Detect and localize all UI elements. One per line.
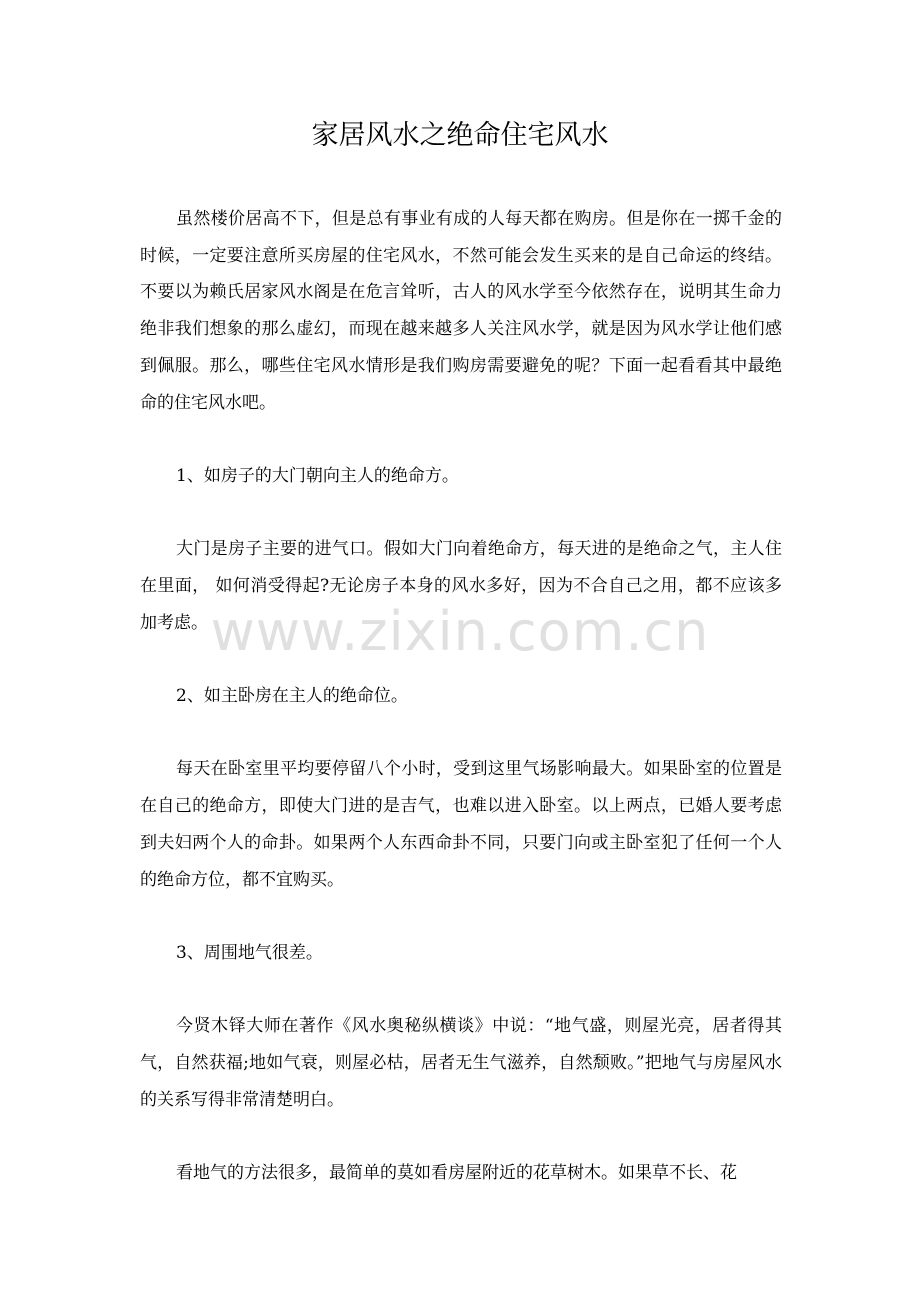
paragraph-item-2: 每天在卧室里平均要停留八个小时，受到这里气场影响最大。如果卧室的位置是在自己的绝命方，即使大门进的是吉气，也难以进入卧室。以上两点，已婚人要考虑到夫妇两个人的命卦。如果两个人东西命卦不同，只要门向或主卧室犯了任何一个人的绝命方位，都不宜购买。 [140,759,782,890]
watermark-text: www.zixin.com.cn [210,600,710,663]
paragraph-intro: 虽然楼价居高不下，但是总有事业有成的人每天都在购房。但是你在一掷千金的时候，一定要注意所买房屋的住宅风水，不然可能会发生买来的是自己命运的终结。不要以为赖氏居家风水阁是在危言耸听，古人的风水学至今依然存在，说明其生命力绝非我们想象的那么虚幻，而现在越来越多人关注风水学，就是因为风水学让他们感到佩服。那么，哪些住宅风水情形是我们购房需要避免的呢？下面一起看看其中最绝命的住宅风水吧。 [140,209,782,413]
document-body [140,201,782,1192]
paragraph-gap [140,715,782,752]
heading-item-1: 1、如房子的大门朝向主人的绝命方。 [176,465,459,486]
paragraph-item-1: 大门是房子主要的进气口。假如大门向着绝命方，每天进的是绝命之气，主人住在里面， 如何消受得起?无论房子本身的风水多好，因为不合自己之用，都不应该多加考虑。 [140,539,782,633]
paragraph-gap [140,1118,782,1155]
paragraph-gap [140,641,782,678]
paragraph-gap [140,972,782,1009]
paragraph-gap [140,495,782,532]
heading-item-2: 2、如主卧房在主人的绝命位。 [176,686,408,707]
paragraph-item-3: 今贤木铎大师在著作《风水奥秘纵横谈》中说：“地气盛，则屋光亮，居者得其气，自然获福;地如气衰，则屋必枯，居者无生气滋养，自然颓败。”把地气与房屋风水的关系写得非常清楚明白。 [140,1016,782,1110]
paragraph-gap [140,898,782,935]
heading-item-3: 3、周围地气很差。 [176,942,323,963]
paragraph-item-3-continued: 看地气的方法很多，最简单的莫如看房屋附近的花草树木。如果草不长、花 [176,1163,737,1184]
paragraph-gap [140,421,782,458]
document-title: 家居风水之绝命住宅风水 [311,120,609,151]
